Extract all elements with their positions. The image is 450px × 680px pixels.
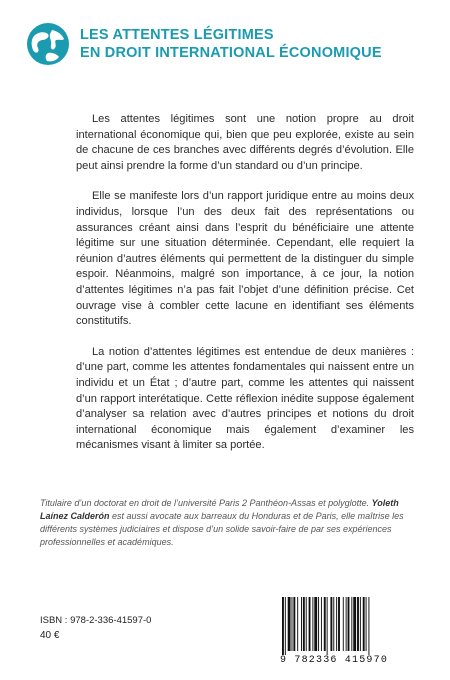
barcode-bar <box>346 597 347 651</box>
title-line-2: EN DROIT INTERNATIONAL ÉCONOMIQUE <box>80 45 382 61</box>
barcode-bar <box>309 597 311 651</box>
barcode-bar <box>293 597 295 651</box>
barcode-bar <box>330 597 332 651</box>
author-bio <box>40 497 410 549</box>
barcode-bar <box>321 597 322 651</box>
back-cover-summary <box>76 112 414 469</box>
barcode-bar <box>312 597 313 651</box>
barcode-bar <box>353 597 356 651</box>
title-line-1: LES ATTENTES LÉGITIMES <box>80 27 274 43</box>
bio-rest: est aussi avocate aux barreaux du Honduras et de Paris, elle maîtrise les différents systèmes judiciaires et dispose d’un solide savoir-faire de par ses expériences professionnelles et académiques. <box>40 511 404 547</box>
summary-paragraph-3: La notion d’attentes légitimes est entendue de deux manières : d’une part, comme les attentes fondamentales qui naissent entre un individu et un État ; d’autre part, comme les attentes qui naissent d’un rapport interétatique. Cette réflexion inédite suppose également d’analyser sa relation avec d’autres principes et notions du droit international économique mais également d’examiner les mécanismes visant à limiter sa portée. <box>76 345 414 452</box>
barcode-bar <box>292 597 293 651</box>
barcode-number: 9 782336 415970 <box>280 655 389 666</box>
globe-icon <box>26 22 70 66</box>
barcode-bar <box>343 597 344 651</box>
barcode-bar <box>282 597 284 655</box>
barcode-bar <box>301 597 302 651</box>
barcode-bar <box>318 597 319 651</box>
barcode-bar <box>303 597 305 651</box>
author-name: Yoleth Laínez Calderón <box>40 498 399 521</box>
barcode-bar <box>333 597 334 651</box>
barcode-bar <box>297 597 298 651</box>
header <box>26 22 426 72</box>
summary-paragraph-2: Elle se manifeste lors d’un rapport juridique entre au moins deux individus, lorsque l’un des deux fait des représentations ou assurances créant ainsi dans l’esprit du bénéficiaire une attente légitime sur une situation déterminée. Cependant, elle requiert la réunion d’autres éléments qui permettent de la distinguer du simple espoir. Néanmoins, malgré son importance, à ce jour, la notion d’attentes légitimes n’a pas fait l’objet d’une définition précise. Cet ouvrage vise à combler cette lacune en identifiant ses éléments constitutifs. <box>76 190 414 328</box>
barcode-bar <box>338 597 340 651</box>
summary-paragraph-1: Les attentes légitimes sont une notion propre au droit international économique qui, bien que peu explorée, existe au sein de chacune de ces branches avec différents degrés d’évolution. Elle peut ainsi prendre la forme d’un standard ou d’un principe. <box>76 113 414 172</box>
barcode-bar <box>351 597 352 651</box>
barcode-bar <box>360 597 361 651</box>
barcode-bar <box>363 597 365 651</box>
price: 40 € <box>40 630 60 641</box>
barcode-bar <box>336 597 337 651</box>
isbn: ISBN : 978-2-336-41597-0 <box>40 615 152 626</box>
barcode-bar <box>348 597 350 651</box>
barcode-bar <box>324 597 326 651</box>
barcode-bar <box>306 597 307 651</box>
book-title <box>80 26 382 62</box>
barcode <box>278 595 414 657</box>
bio-intro: Titulaire d’un doctorat en droit de l’université Paris 2 Panthéon-Assas et polyglotte. <box>40 498 370 508</box>
barcode-bar <box>285 597 286 655</box>
barcode-bar <box>314 597 317 651</box>
barcode-bar <box>327 597 328 655</box>
barcode-bar <box>368 597 369 655</box>
barcode-bar <box>366 597 367 651</box>
barcode-bar <box>288 597 291 651</box>
barcode-bar <box>357 597 359 651</box>
